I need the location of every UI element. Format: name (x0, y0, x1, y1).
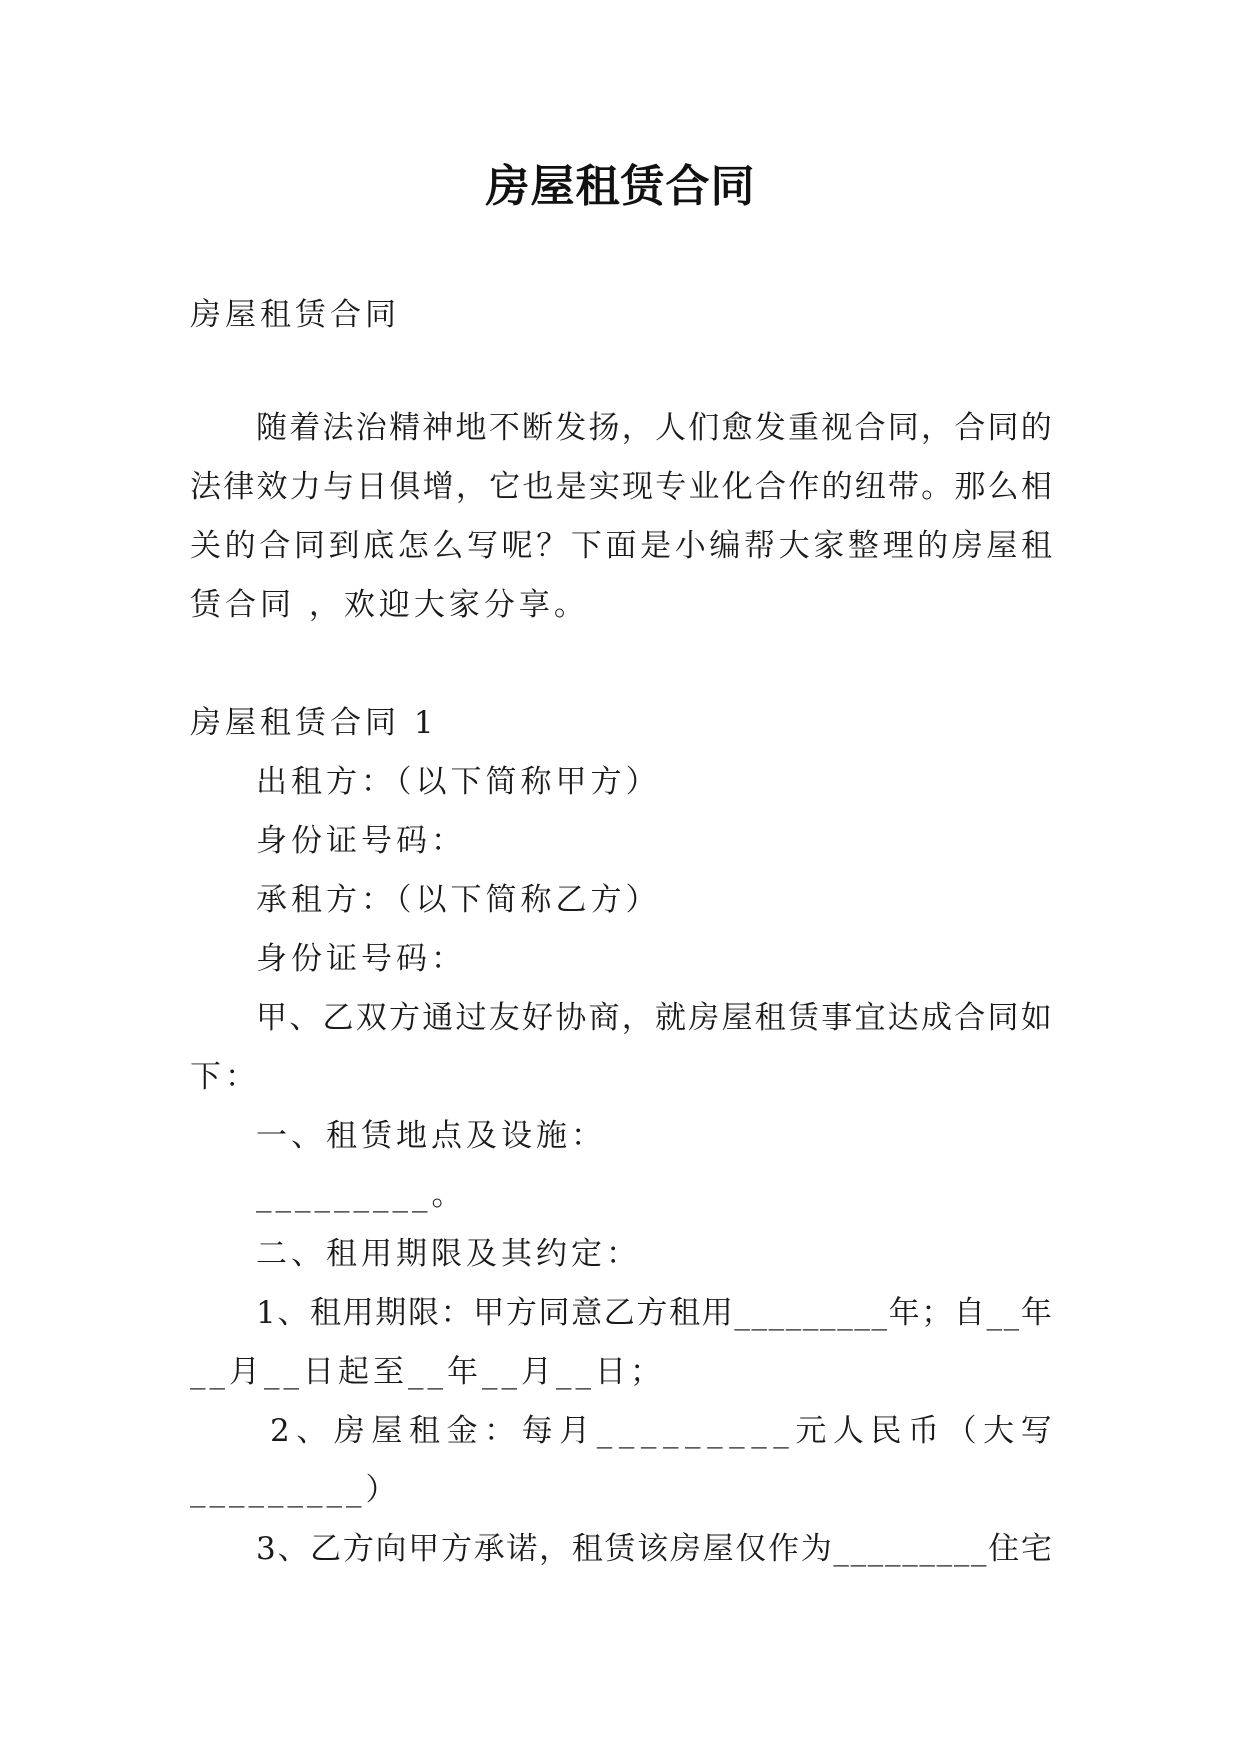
section1-blank: _________。 (256, 1177, 467, 1213)
document-subtitle: 房屋租赁合同 (190, 297, 400, 333)
lessor-id-line: 身份证号码： (256, 823, 466, 859)
section2-item2-line-1: 2 、 房 屋 租 金 ： 每 月 _ _ _ _ _ _ _ _ _ 元 人 民 币 （ 大 写 (270, 1413, 1052, 1449)
intro-line-3: 关 的 合 同 到 底 怎 么 写 呢 ？ 下 面 是 小 编 帮 大 家 整 理 的 房 屋 租 (190, 528, 1052, 564)
section2-item1-line-1: 1 、 租 用 期 限 ： 甲 方 同 意 乙 方 租 用 _ _ _ _ _ _ _ _ _ 年 ； 自 _ _ 年 (256, 1295, 1052, 1331)
section2-item3-line: 3 、 乙 方 向 甲 方 承 诺 ， 租 赁 该 房 屋 仅 作 为 _ _ _ _ _ _ _ _ _ 住 宅 (256, 1531, 1052, 1567)
lessor-line: 出租方：（以下简称甲方） (256, 764, 661, 800)
section1-heading: 一、租赁地点及设施： (256, 1118, 606, 1154)
lessee-id-line: 身份证号码： (256, 941, 466, 977)
page-title: 房屋租赁合同 (485, 161, 756, 212)
agreement-line-2: 下： (190, 1059, 260, 1095)
section2-item1-line-2: __月__日起至__年__月__日； (190, 1354, 665, 1390)
contract-heading: 房屋租赁合同 1 (190, 705, 438, 741)
agreement-line-1: 甲 、 乙 双 方 通 过 友 好 协 商 ， 就 房 屋 租 赁 事 宜 达 成 合 同 如 (256, 1000, 1052, 1036)
lessee-line: 承租方：（以下简称乙方） (256, 882, 661, 918)
intro-line-4: 赁合同 ，欢迎大家分享。 (190, 587, 589, 623)
intro-line-1: 随 着 法 治 精 神 地 不 断 发 扬 ， 人 们 愈 发 重 视 合 同 ， 合 同 的 (256, 410, 1052, 446)
section2-item2-line-2: _________） (190, 1472, 401, 1508)
intro-line-2: 法 律 效 力 与 日 俱 增 ， 它 也 是 实 现 专 业 化 合 作 的 纽 带 。 那 么 相 (190, 469, 1052, 505)
section2-heading: 二、租用期限及其约定： (256, 1236, 641, 1272)
